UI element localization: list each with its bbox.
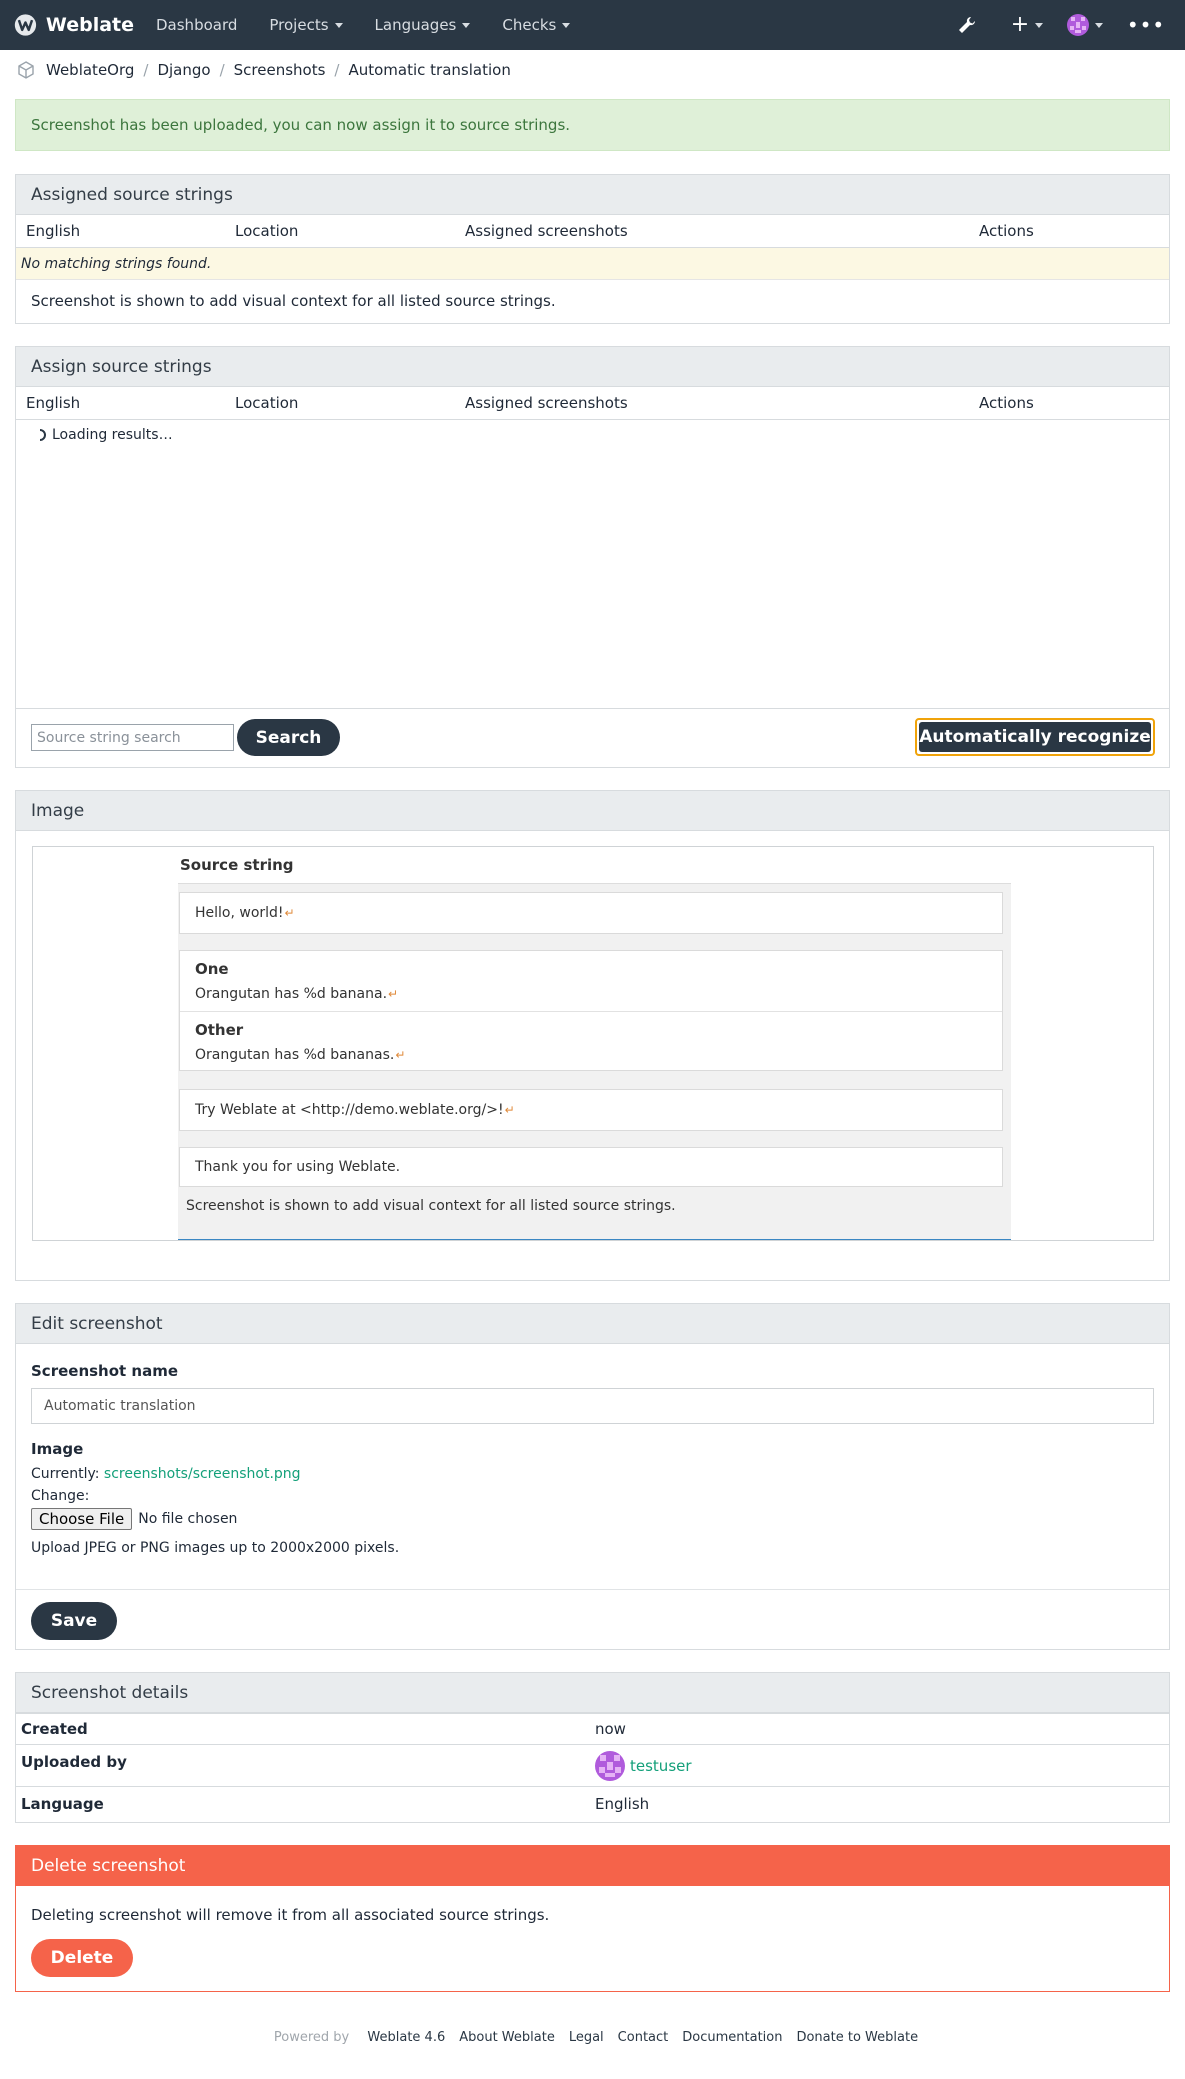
screenshot-name-input[interactable] [31,1388,1154,1424]
search-button[interactable] [237,719,340,756]
preview-string-text: Orangutan has %d bananas. [195,1047,395,1063]
panel-title: Delete screenshot [16,1846,1169,1886]
nav-checks[interactable] [486,16,586,34]
image-panel [15,790,1170,1281]
preview-body [178,883,1011,1240]
nav-languages-label: Languages [374,16,457,34]
plus-icon: + [1010,12,1030,37]
footer-link-about[interactable]: About Weblate [459,2030,555,2045]
auto-recognize-focus [915,718,1155,756]
column-english: English [26,222,81,240]
nav-dashboard[interactable] [140,16,253,34]
success-alert [15,99,1170,151]
newline-icon: ↵ [395,1048,406,1062]
newline-icon: ↵ [388,987,399,1001]
nav-projects-label: Projects [269,16,329,34]
column-actions: Actions [979,394,1034,412]
top-navbar [0,0,1185,50]
delete-button-label: Delete [50,1948,114,1968]
edit-screenshot-panel [15,1303,1170,1650]
screenshot-details-panel [15,1672,1170,1823]
panel-title: Image [16,791,1169,831]
search-placeholder: Source string search [37,729,181,746]
caret-down-icon [562,23,570,28]
empty-row: No matching strings found. [16,248,1169,280]
auto-recognize-button[interactable] [919,722,1151,752]
preview-string-text: Hello, world! [195,905,284,921]
column-location: Location [235,394,299,412]
current-image-link[interactable]: screenshots/screenshot.png [103,1466,301,1482]
breadcrumb-screenshots[interactable]: Screenshots [233,61,326,79]
source-search-input[interactable] [31,724,234,751]
nav-dashboard-label: Dashboard [156,16,238,34]
auto-recognize-label: Automatically recognize [919,727,1151,747]
panel-title: Assigned source strings [16,175,1169,215]
detail-row-created [16,1713,1169,1744]
change-label: Change: [31,1488,90,1504]
breadcrumb-component[interactable]: Django [157,61,211,79]
footer-link-legal[interactable]: Legal [568,2030,604,2045]
nav-languages[interactable] [359,16,487,34]
loading-row [16,420,1169,450]
user-avatar [595,1751,625,1781]
table-header [16,387,1169,420]
currently-label: Currently: [31,1466,100,1482]
breadcrumb-separator: / [219,61,225,79]
user-menu-button[interactable] [1067,14,1103,36]
caret-down-icon [462,23,470,28]
column-location: Location [235,222,299,240]
newline-icon: ↵ [504,1103,515,1117]
footer [0,2030,1185,2045]
screenshot-name-label: Screenshot name [31,1362,179,1380]
file-input[interactable] [31,1508,237,1530]
nav-checks-label: Checks [502,16,557,34]
breadcrumb-project[interactable]: WeblateOrg [46,61,135,79]
breadcrumb [16,58,511,82]
column-english: English [26,394,81,412]
panel-title: Assign source strings [16,347,1169,387]
table-header [16,215,1169,248]
breadcrumb-current[interactable]: Automatic translation [348,61,511,79]
uploader-link[interactable]: testuser [630,1756,692,1775]
currently-row [31,1466,301,1482]
created-value: now [595,1720,626,1738]
delete-button[interactable] [31,1939,133,1977]
assign-footer [16,708,1169,767]
column-assigned-screenshots: Assigned screenshots [465,394,628,412]
footer-link-contact[interactable]: Contact [617,2030,669,2045]
spinner-icon [34,429,46,441]
caret-down-icon [1035,23,1043,28]
plural-label: Other [195,1021,244,1039]
version-link[interactable]: Weblate 4.6 [367,2030,446,2045]
weblate-logo-icon [14,11,37,39]
save-button-label: Save [50,1611,98,1631]
newline-icon: ↵ [284,906,295,920]
delete-screenshot-panel [15,1845,1170,1992]
search-button-label: Search [255,727,322,748]
upload-help: Upload JPEG or PNG images up to 2000x2000 pixels. [31,1540,400,1556]
add-menu-button[interactable] [1009,14,1045,36]
no-file-text: No file chosen [138,1511,238,1527]
language-value: English [595,1795,650,1813]
preview-string [179,892,1003,934]
user-avatar [1067,14,1089,36]
column-assigned-screenshots: Assigned screenshots [465,222,628,240]
screenshot-preview [32,846,1154,1241]
detail-row-language [16,1786,1169,1821]
created-label: Created [21,1720,88,1738]
preview-plural-string [179,950,1003,1071]
nav-projects[interactable] [253,16,358,34]
breadcrumb-separator: / [143,61,149,79]
column-actions: Actions [979,222,1034,240]
assigned-strings-panel [15,174,1170,324]
panel-title: Screenshot details [16,1673,1169,1713]
plural-label: One [195,960,229,978]
preview-string-text: Try Weblate at <http://demo.weblate.org/>! [195,1102,504,1118]
assign-strings-panel [15,346,1170,768]
preview-string [179,1147,1003,1187]
brand-link[interactable] [14,11,134,39]
preview-string-text: Orangutan has %d banana. [195,986,388,1002]
preview-string-text: Thank you for using Weblate. [195,1159,401,1175]
breadcrumb-separator: / [334,61,340,79]
more-icon[interactable]: ••• [1126,13,1166,37]
screenshot-image [178,847,1011,1240]
detail-row-uploaded [16,1744,1169,1786]
save-button[interactable] [31,1602,117,1640]
footer-link-documentation[interactable]: Documentation [682,2030,783,2045]
uploaded-label: Uploaded by [21,1753,127,1771]
caret-down-icon [1095,23,1103,28]
footer-link-donate[interactable]: Donate to Weblate [796,2030,919,2045]
help-text: Screenshot is shown to add visual context for all listed source strings. [31,292,556,310]
alert-text: Screenshot has been uploaded, you can now assign it to source strings. [31,116,571,134]
choose-file-button[interactable]: Choose File [31,1508,132,1530]
panel-title: Edit screenshot [16,1304,1169,1344]
delete-help: Deleting screenshot will remove it from all associated source strings. [31,1906,550,1924]
brand-name: Weblate [45,14,134,36]
language-label: Language [21,1795,104,1813]
image-label: Image [31,1440,84,1458]
preview-footer-text: Screenshot is shown to add visual context for all listed source strings. [186,1198,676,1214]
cube-icon [16,60,36,80]
preview-header: Source string [180,856,294,874]
uploader [593,1751,692,1781]
preview-string [179,1089,1003,1131]
loading-text: Loading results… [52,427,173,443]
wrench-icon[interactable] [947,15,987,35]
screenshot-name-value: Automatic translation [44,1398,196,1414]
powered-by-label: Powered by [273,2030,350,2045]
caret-down-icon [335,23,343,28]
